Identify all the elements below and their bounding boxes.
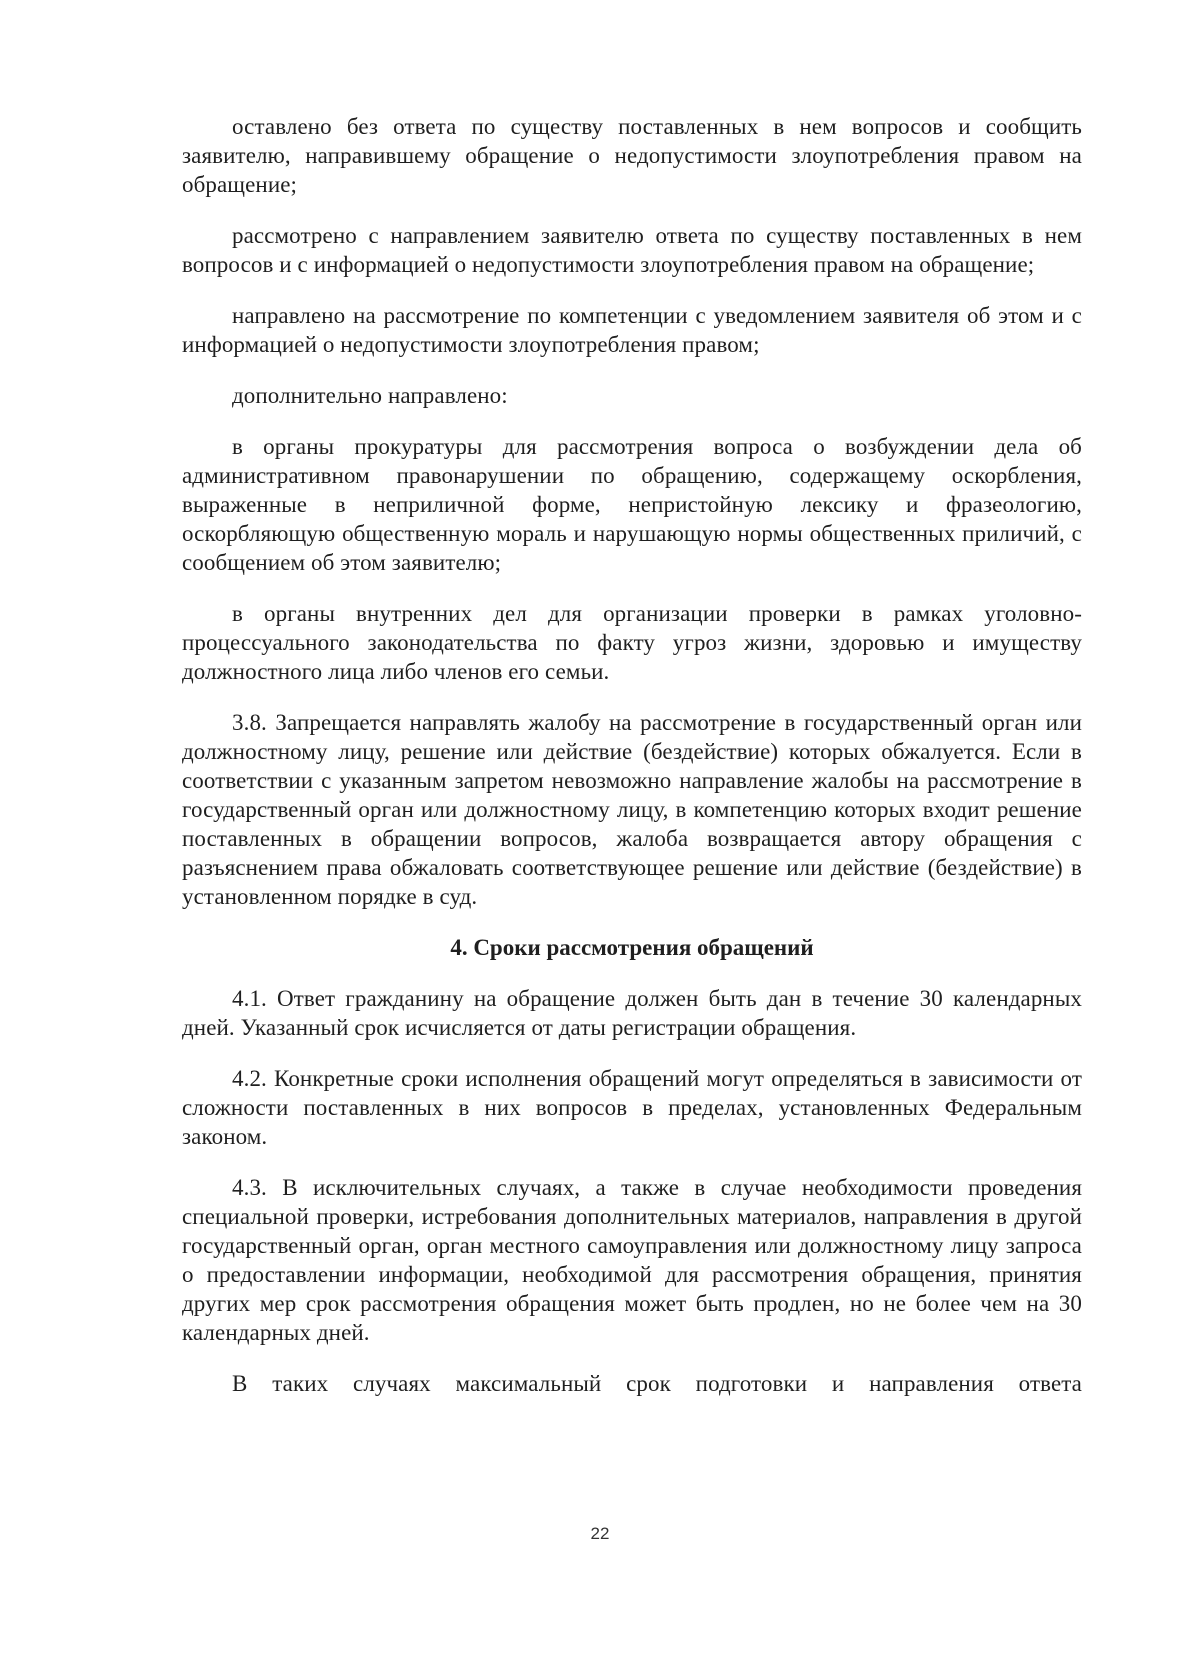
paragraph-prosecutor-offices: в органы прокуратуры для рассмотрения вопроса о возбуждении дела об административном правонарушении по обращению, содержащему оскорбления, выраженные в неприличной форме, непристойную лексику и фразеологию, оскорбляющую общественную мораль и нарушающую нормы общественных приличий, с сообщением об этом заявителю; [182, 434, 1082, 575]
paragraph-section-4-2: 4.2. Конкретные сроки исполнения обращений могут определяться в зависимости от сложности поставленных в них вопросов в пределах, установленных Федеральным законом. [182, 1066, 1082, 1149]
document-page [182, 112, 1082, 1398]
paragraph-section-4-1: 4.1. Ответ гражданину на обращение должен быть дан в течение 30 календарных дней. Указанный срок исчисляется от даты регистрации обращения. [182, 986, 1082, 1040]
paragraph-left-unanswered: оставлено без ответа по существу поставленных в нем вопросов и сообщить заявителю, направившему обращение о недопустимости злоупотребления правом на обращение; [182, 114, 1082, 197]
paragraph-internal-affairs: в органы внутренних дел для организации проверки в рамках уголовно-процессуального законодательства по факту угроз жизни, здоровью и имуществу должностного лица либо членов его семьи. [182, 601, 1082, 684]
page-number: 22 [590, 1524, 610, 1543]
paragraph-forwarded-by-competence: направлено на рассмотрение по компетенции с уведомлением заявителя об этом и с информацией о недопустимости злоупотребления правом; [182, 303, 1082, 357]
section-heading: 4. Сроки рассмотрения обращений [450, 935, 814, 960]
paragraph-max-term: В таких случаях максимальный срок подготовки и направления ответа [232, 1371, 1082, 1396]
paragraph-additionally-forwarded: дополнительно направлено: [232, 383, 508, 408]
paragraph-section-3-8: 3.8. Запрещается направлять жалобу на рассмотрение в государственный орган или должностному лицу, решение или действие (бездействие) которых обжалуется. Если в соответствии с указанным запретом невозможно направление жалобы на рассмотрение в государственный орган или должностному лицу, в компетенцию которых входит решение поставленных в обращении вопросов, жалоба возвращается автору обращения с разъяснением права обжаловать соответствующее решение или действие (бездействие) в установленном порядке в суд. [182, 710, 1082, 909]
paragraph-section-4-3: 4.3. В исключительных случаях, а также в случае необходимости проведения специальной проверки, истребования дополнительных материалов, направления в другой государственный орган, орган местного самоуправления или должностному лицу запроса о предоставлении информации, необходимой для рассмотрения обращения, принятия других мер срок рассмотрения обращения может быть продлен, но не более чем на 30 календарных дней. [182, 1175, 1082, 1345]
paragraph-considered-with-reply: рассмотрено с направлением заявителю ответа по существу поставленных в нем вопросов и с информацией о недопустимости злоупотребления правом на обращение; [182, 223, 1082, 277]
